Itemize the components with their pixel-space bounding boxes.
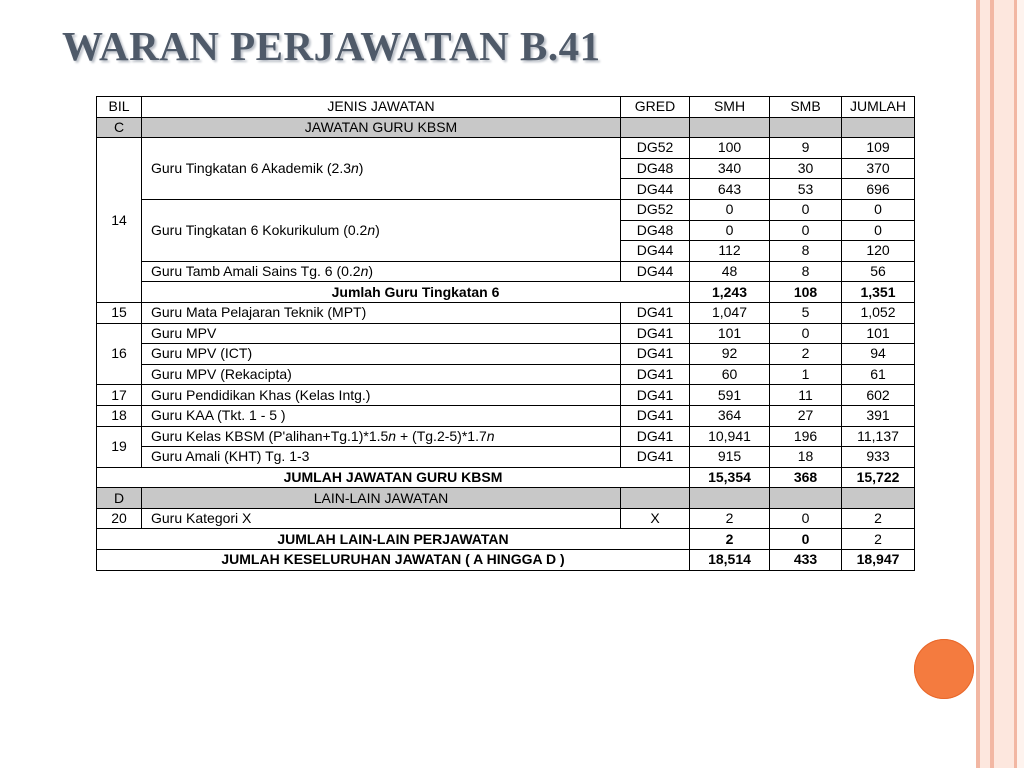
gred-cell: DG44 (621, 261, 690, 282)
jumlah-cell: 696 (842, 179, 915, 200)
jumlah-cell: 370 (842, 158, 915, 179)
total-label: JUMLAH LAIN-LAIN PERJAWATAN (97, 529, 690, 550)
empty-cell (690, 488, 770, 509)
decorative-circle (914, 639, 974, 699)
table-row (97, 447, 915, 468)
jumlah-cell: 61 (842, 364, 915, 385)
gred-cell: DG41 (621, 426, 690, 447)
jawatan-cell: Guru Kategori X (142, 508, 621, 529)
smh-cell: 15,354 (690, 467, 770, 488)
smb-cell: 0 (770, 529, 842, 550)
jumlah-cell: 391 (842, 405, 915, 426)
smb-cell: 8 (770, 241, 842, 262)
bil-cell: 14 (97, 138, 142, 303)
gred-cell: DG41 (621, 344, 690, 365)
gred-cell: DG41 (621, 364, 690, 385)
grand-total-label: JUMLAH KESELURUHAN JAWATAN ( A HINGGA D ) (97, 550, 690, 571)
smh-cell: 10,941 (690, 426, 770, 447)
smh-cell: 643 (690, 179, 770, 200)
jumlah-cell: 933 (842, 447, 915, 468)
empty-cell (842, 488, 915, 509)
slide-title: WARAN PERJAWATAN B.41 (62, 23, 601, 69)
smh-cell: 18,514 (690, 550, 770, 571)
smb-cell: 433 (770, 550, 842, 571)
jumlah-cell: 11,137 (842, 426, 915, 447)
smb-cell: 18 (770, 447, 842, 468)
section-row-d (97, 488, 915, 509)
table-row (97, 508, 915, 529)
jumlah-cell: 0 (842, 199, 915, 220)
section-label: JAWATAN GURU KBSM (142, 117, 621, 138)
section-label: LAIN-LAIN JAWATAN (142, 488, 621, 509)
table-row (97, 302, 915, 323)
smb-cell: 196 (770, 426, 842, 447)
table-header-row (97, 97, 915, 118)
smh-cell: 112 (690, 241, 770, 262)
smh-cell: 48 (690, 261, 770, 282)
jawatan-cell: Guru Tamb Amali Sains Tg. 6 (0.2n) (142, 261, 621, 282)
grand-total-row (97, 550, 915, 571)
smh-cell: 1,047 (690, 302, 770, 323)
smb-cell: 53 (770, 179, 842, 200)
gred-cell: DG48 (621, 220, 690, 241)
smh-cell: 92 (690, 344, 770, 365)
empty-cell (621, 117, 690, 138)
jawatan-cell: Guru MPV (Rekacipta) (142, 364, 621, 385)
header-smh: SMH (690, 97, 770, 118)
table-row (97, 323, 915, 344)
jawatan-cell: Guru Amali (KHT) Tg. 1-3 (142, 447, 621, 468)
smh-cell: 100 (690, 138, 770, 159)
smh-cell: 591 (690, 385, 770, 406)
section-row-c (97, 117, 915, 138)
table-row (97, 138, 915, 159)
smh-cell: 0 (690, 199, 770, 220)
bil-cell: 16 (97, 323, 142, 385)
total-row-lain (97, 529, 915, 550)
jawatan-cell: Guru Kelas KBSM (P'alihan+Tg.1)*1.5n + (Tg.2-5)*1.7n (142, 426, 621, 447)
smh-cell: 340 (690, 158, 770, 179)
smh-cell: 60 (690, 364, 770, 385)
empty-cell (770, 117, 842, 138)
jumlah-cell: 15,722 (842, 467, 915, 488)
header-jenis-jawatan: JENIS JAWATAN (142, 97, 621, 118)
jumlah-cell: 2 (842, 508, 915, 529)
smh-cell: 2 (690, 508, 770, 529)
gred-cell: DG41 (621, 302, 690, 323)
smb-cell: 368 (770, 467, 842, 488)
smb-cell: 1 (770, 364, 842, 385)
bil-cell: 19 (97, 426, 142, 467)
smb-cell: 11 (770, 385, 842, 406)
jawatan-cell: Guru Tingkatan 6 Kokurikulum (0.2n) (142, 199, 621, 261)
table-row (97, 344, 915, 365)
jumlah-cell: 101 (842, 323, 915, 344)
header-smb: SMB (770, 97, 842, 118)
gred-cell: DG48 (621, 158, 690, 179)
staffing-table (96, 96, 915, 571)
bil-cell: 17 (97, 385, 142, 406)
smh-cell: 0 (690, 220, 770, 241)
total-label: JUMLAH JAWATAN GURU KBSM (97, 467, 690, 488)
smb-cell: 8 (770, 261, 842, 282)
smb-cell: 2 (770, 344, 842, 365)
smb-cell: 5 (770, 302, 842, 323)
jawatan-cell: Guru MPV (ICT) (142, 344, 621, 365)
section-bil: C (97, 117, 142, 138)
bil-cell: 20 (97, 508, 142, 529)
empty-cell (842, 117, 915, 138)
table-row (97, 364, 915, 385)
gred-cell: DG41 (621, 447, 690, 468)
gred-cell: X (621, 508, 690, 529)
jawatan-cell: Guru Mata Pelajaran Teknik (MPT) (142, 302, 621, 323)
smb-cell: 108 (770, 282, 842, 303)
gred-cell: DG44 (621, 241, 690, 262)
smh-cell: 101 (690, 323, 770, 344)
smh-cell: 1,243 (690, 282, 770, 303)
table-row (97, 199, 915, 220)
jumlah-cell: 109 (842, 138, 915, 159)
header-jumlah: JUMLAH (842, 97, 915, 118)
jumlah-cell: 602 (842, 385, 915, 406)
smb-cell: 0 (770, 220, 842, 241)
jumlah-cell: 94 (842, 344, 915, 365)
slide-border-decoration (976, 0, 1024, 768)
empty-cell (621, 488, 690, 509)
table-row (97, 405, 915, 426)
smh-cell: 364 (690, 405, 770, 426)
jumlah-cell: 18,947 (842, 550, 915, 571)
header-gred: GRED (621, 97, 690, 118)
table-row (97, 426, 915, 447)
smb-cell: 27 (770, 405, 842, 426)
smb-cell: 9 (770, 138, 842, 159)
jumlah-cell: 1,351 (842, 282, 915, 303)
jawatan-cell: Guru Tingkatan 6 Akademik (2.3n) (142, 138, 621, 200)
section-bil: D (97, 488, 142, 509)
subtotal-label: Jumlah Guru Tingkatan 6 (142, 282, 690, 303)
empty-cell (690, 117, 770, 138)
table-row (97, 385, 915, 406)
gred-cell: DG41 (621, 385, 690, 406)
gred-cell: DG41 (621, 405, 690, 426)
gred-cell: DG52 (621, 199, 690, 220)
jumlah-cell: 1,052 (842, 302, 915, 323)
gred-cell: DG52 (621, 138, 690, 159)
jumlah-cell: 120 (842, 241, 915, 262)
total-row-kbsm (97, 467, 915, 488)
smh-cell: 915 (690, 447, 770, 468)
gred-cell: DG44 (621, 179, 690, 200)
smb-cell: 30 (770, 158, 842, 179)
jawatan-cell: Guru KAA (Tkt. 1 - 5 ) (142, 405, 621, 426)
smb-cell: 0 (770, 323, 842, 344)
empty-cell (770, 488, 842, 509)
bil-cell: 15 (97, 302, 142, 323)
jawatan-cell: Guru MPV (142, 323, 621, 344)
smb-cell: 0 (770, 508, 842, 529)
jumlah-cell: 56 (842, 261, 915, 282)
jumlah-cell: 0 (842, 220, 915, 241)
jumlah-cell: 2 (842, 529, 915, 550)
smb-cell: 0 (770, 199, 842, 220)
smh-cell: 2 (690, 529, 770, 550)
jawatan-cell: Guru Pendidikan Khas (Kelas Intg.) (142, 385, 621, 406)
table-row (97, 261, 915, 282)
gred-cell: DG41 (621, 323, 690, 344)
header-bil: BIL (97, 97, 142, 118)
subtotal-row (97, 282, 915, 303)
bil-cell: 18 (97, 405, 142, 426)
